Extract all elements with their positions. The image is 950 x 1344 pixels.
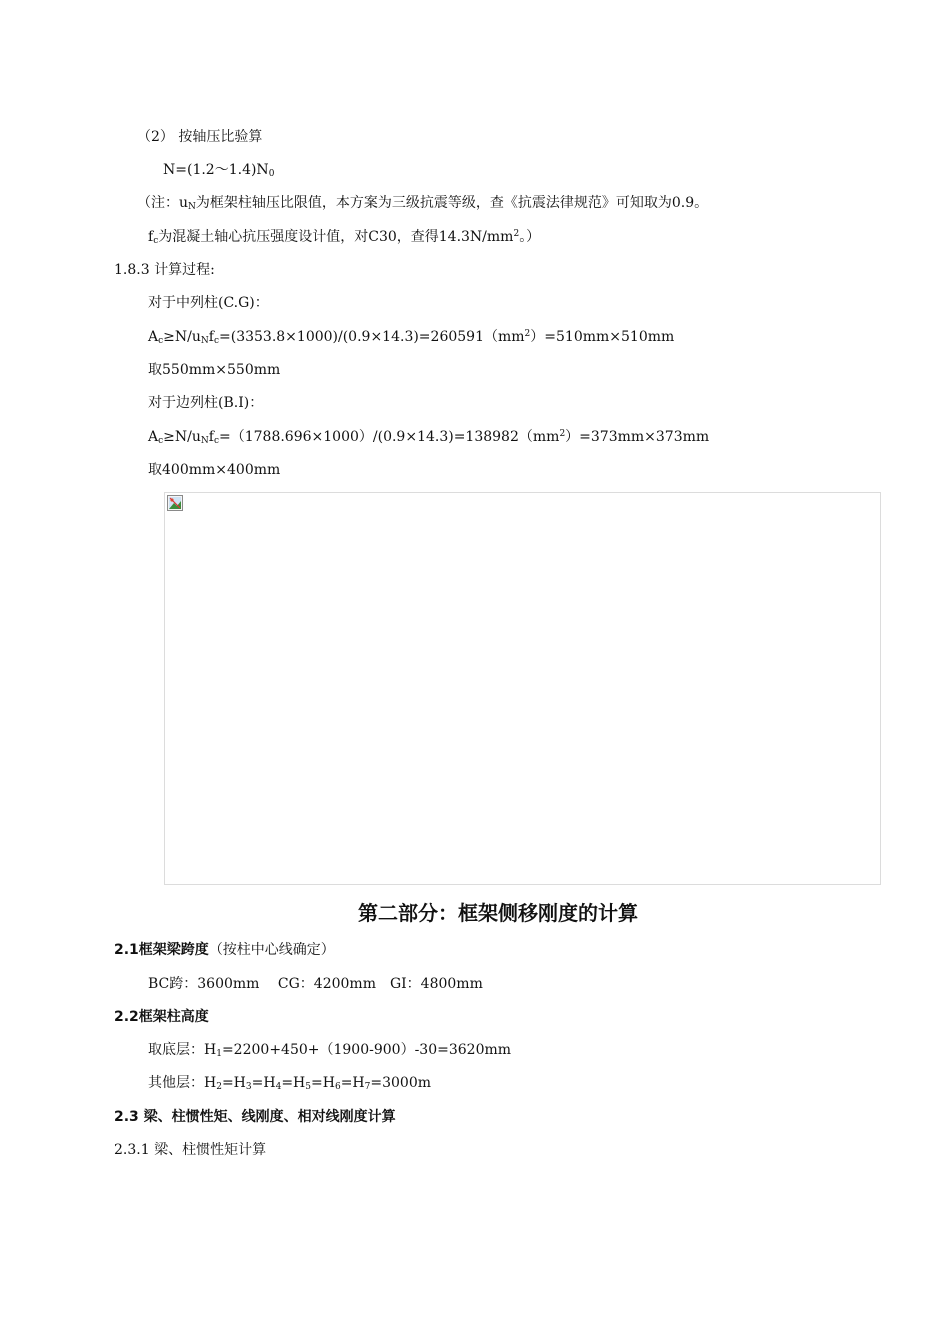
- heading-2-1: 2.1框架梁跨度（按柱中心线确定）: [114, 942, 335, 958]
- middle-column-formula: $A_c\ge N/u_Nf_c=(3353.8\times 1000)/(0.9\times 14.3)=260591(mm^2)=510mm\times 510mm$: [148, 329, 675, 346]
- edge-column-formula: $A_c\ge N/u_Nf_c=(1788.696\times 1000)/(0.9\times 14.3)=138982(mm^2)=373mm\times 373mm$: [148, 429, 710, 446]
- bottom-floor-height: 取底层：$H_1=2200+450+(1900-900)-30=3620mm$: [148, 1042, 512, 1059]
- note-fc: $f_c$为混凝土轴心抗压强度设计值，对C30，查得$14.3N/mm^2$。）: [148, 229, 541, 246]
- edge-column-result: 取400mm×400mm: [148, 462, 281, 478]
- edge-column-label: 对于边列柱(B.I)：: [148, 395, 264, 411]
- formula-n: $N=(1.2\sim 1.4)N_0$: [163, 162, 275, 179]
- middle-column-result: 取550mm×550mm: [148, 362, 281, 378]
- heading-2-2: 2.2框架柱高度: [114, 1009, 209, 1025]
- other-floor-height: 其他层：$H_2=H_3=H_4=H_5=H_6=H_7=3000m$: [148, 1075, 432, 1092]
- subheading-calc-process: 1.8.3 计算过程:: [114, 262, 215, 278]
- figure-placeholder: [164, 492, 881, 885]
- note-un: （注：$u_N$为框架柱轴压比限值，本方案为三级抗震等级，查《抗震法律规范》可知取为0.9。: [137, 195, 709, 212]
- heading-2-3-1: 2.3.1 梁、柱惯性矩计算: [114, 1142, 267, 1158]
- middle-column-label: 对于中列柱(C.G)：: [148, 295, 269, 311]
- span-values: BC跨：3600mm CG：4200mm GI：4800mm: [148, 976, 483, 992]
- broken-image-icon: [167, 495, 183, 511]
- section-title: 第二部分：框架侧移刚度的计算: [358, 901, 638, 925]
- subheading-axial-ratio: （2） 按轴压比验算: [137, 129, 263, 145]
- heading-2-3: 2.3 梁、柱惯性矩、线刚度、相对线刚度计算: [114, 1109, 396, 1125]
